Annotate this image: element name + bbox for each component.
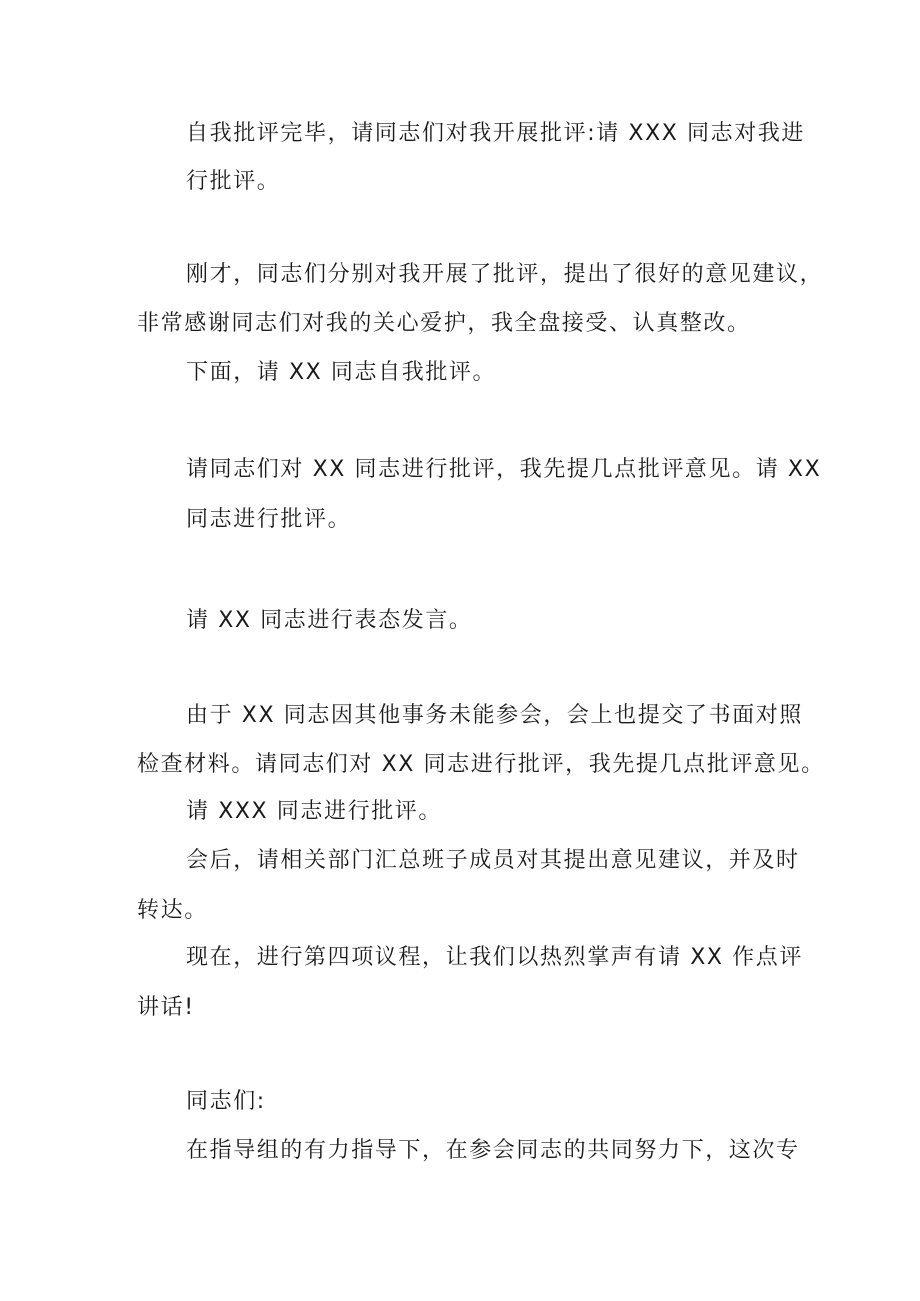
text-line-2: 行批评。: [186, 169, 281, 194]
text-line-7: 同志进行批评。: [186, 507, 352, 532]
text-line-6: 请同志们对 XX 同志进行批评，我先提几点批评意见。请 XX: [186, 457, 822, 482]
text-line-3: 刚才，同志们分别对我开展了批评，提出了很好的意见建议，: [186, 262, 824, 287]
text-line-17: 在指导组的有力指导下，在参会同志的共同努力下，这次专: [186, 1138, 800, 1163]
text-line-8: 请 XX 同志进行表态发言。: [186, 608, 473, 633]
text-line-1: 自我批评完毕，请同志们对我开展批评:请 XXX 同志对我进: [186, 121, 806, 146]
text-line-9: 由于 XX 同志因其他事务未能参会，会上也提交了书面对照: [186, 703, 803, 728]
text-line-5: 下面，请 XX 同志自我批评。: [186, 360, 497, 385]
text-line-16: 同志们:: [186, 1089, 266, 1114]
text-line-10: 检查材料。请同志们对 XX 同志进行批评，我先提几点批评意见。: [137, 752, 825, 777]
text-line-14: 现在，进行第四项议程，让我们以热烈掌声有请 XX 作点评: [186, 945, 803, 970]
text-line-11: 请 XXX 同志进行批评。: [186, 799, 443, 824]
text-line-15: 讲话!: [137, 995, 195, 1020]
text-line-12: 会后，请相关部门汇总班子成员对其提出意见建议，并及时: [186, 848, 800, 873]
text-line-4: 非常感谢同志们对我的关心爱护，我全盘接受、认真整改。: [137, 311, 751, 336]
text-line-13: 转达。: [137, 898, 208, 923]
